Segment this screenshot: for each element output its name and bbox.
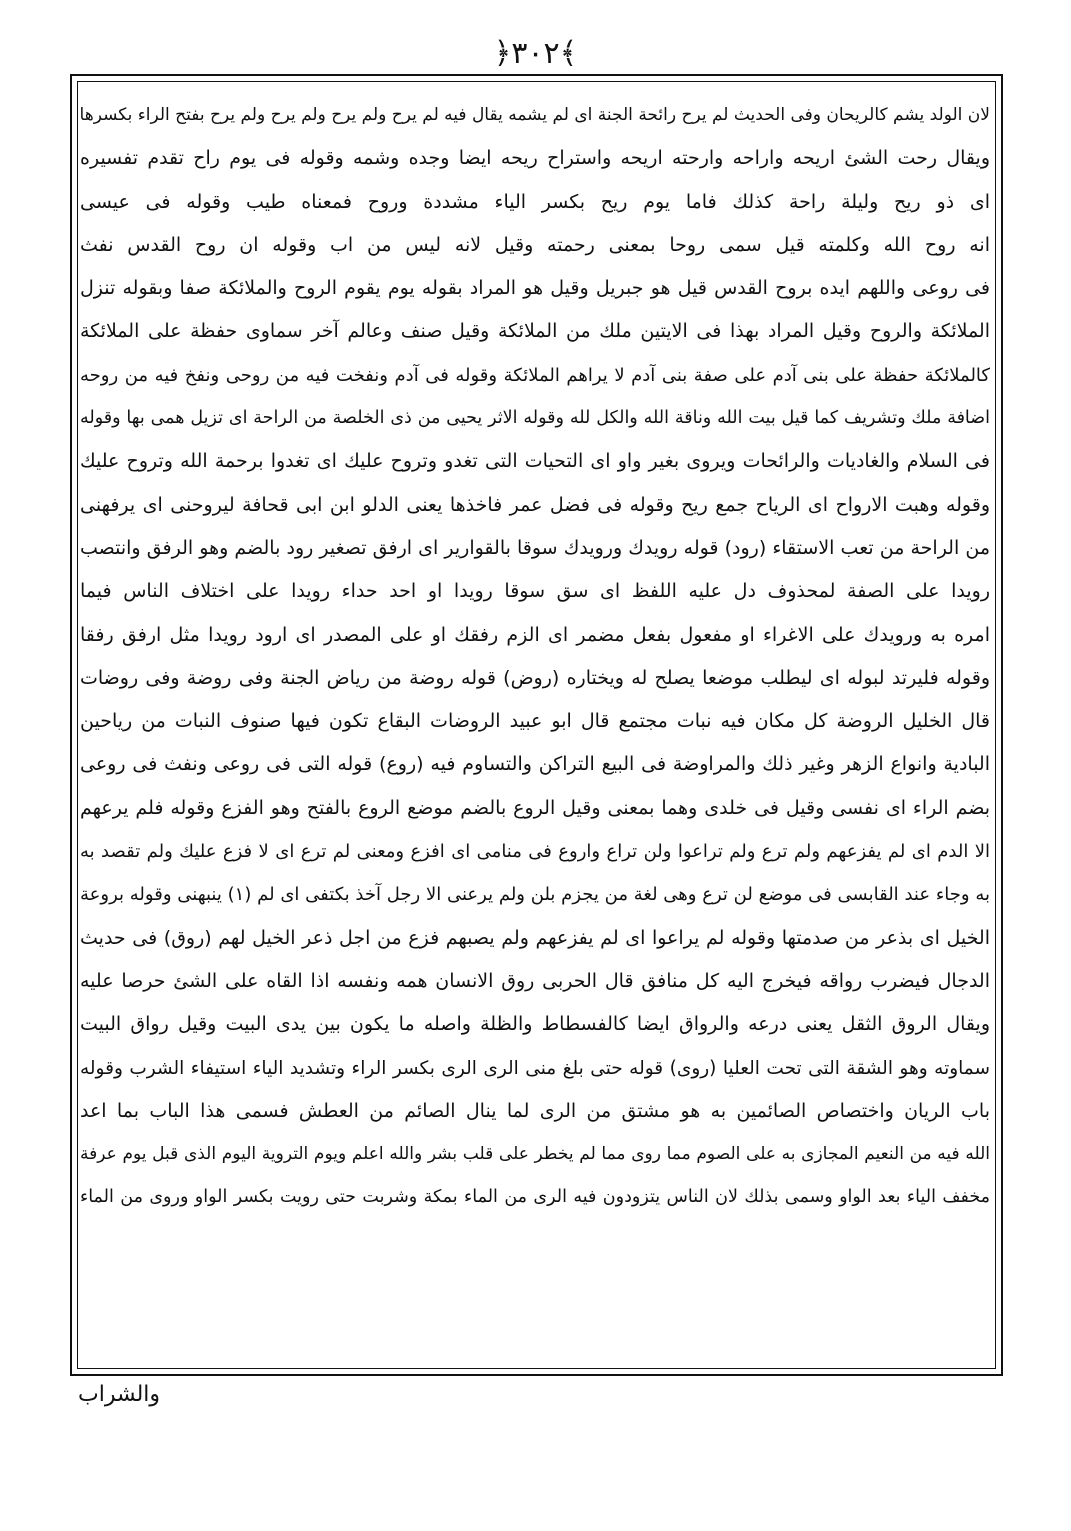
text-line: كالملائكة حفظة على بنى آدم على صفة بنى آدم لا يراهم الملائكة وقوله فى آدم ونفخت فيه من روحى ونفخ فيه من روحه	[80, 364, 990, 386]
text-line: الدجال فيضرب رواقه فيخرج اليه كل منافق قال الحربى روق الانسان همه ونفسه اذا القاه على الشئ حرصا عليه	[80, 969, 990, 992]
text-line: سماوته وهو الشقة التى تحت العليا (روى) قوله حتى بلغ منى الرى الرى بكسر الراء وتشديد الياء استيفاء الشرب وقوله	[80, 1057, 990, 1079]
catchword: والشراب	[78, 1382, 161, 1407]
text-line: بضم الراء اى نفسى وقيل فى خلدى وهما بمعنى وقيل الروع بالضم موضع الروع بالفتح وهو الفزع وقوله فلم يرعهم	[80, 796, 990, 819]
main-text	[80, 94, 990, 1366]
text-line: اضافة ملك وتشريف كما قيل بيت الله وناقة الله والكل لله وقوله الاثر يحيى من ذى الخلصة من الراحة اى تزيل همى بها وقوله	[80, 408, 990, 429]
text-line: الملائكة والروح وقيل المراد بهذا فى الايتين ملك من الملائكة وقيل صنف وعالم آخر سماوى حفظة على الملائكة	[80, 320, 990, 343]
text-line: فى روعى واللهم ايده بروح القدس قيل هو جبريل وقيل هو المراد بقوله يوم يقوم الروح والملائكة صفا وبقوله تنزل	[80, 277, 990, 300]
text-line: فى السلام والغاديات والرائحات ويروى بغير واو اى التحيات التى تغدو وتروح عليك اى تغدوا برحمة الله وتروح عليك	[80, 450, 990, 473]
text-line: الخيل اى بذعر من صدمتها وقوله لم يراعوا اى لم يفزعهم ولم يصبهم فزع من اجل ذعر الخيل لهم (روق) فى حديث	[80, 926, 990, 949]
text-line: مخفف الياء بعد الواو وسمى بذلك لان الناس يتزودون فيه الرى من الماء بمكة وشربت حتى رويت بكسر الواو وروى من الماء	[80, 1187, 990, 1208]
text-line: انه روح الله وكلمته قيل سمى روحا بمعنى رحمته وقيل لانه ليس من اب وقوله ان روح القدس نفث	[80, 233, 990, 256]
text-line: الله فيه من النعيم المجازى به على الصوم مما روى مما لم يخطر على قلب بشر والله اعلم ويوم التروية اليوم الذى قبل يوم عرفة	[80, 1144, 990, 1165]
text-line: وقوله وهبت الارواح اى الرياح جمع ريح وقوله فى فضل عمر فاخذها يعنى الدلو ابن ابى قحافة ليروحنى اى يرفهنى	[80, 493, 990, 516]
text-line: من الراحة من تعب الاستقاء (رود) قوله رويدك ورويدك سوقا بالقوارير اى ارفق تصغير رود بالضم وهو الرفق وانتصب	[80, 536, 990, 559]
text-line: ويقال الروق الثقل يعنى درعه والرواق ايضا كالفسطاط والظلة واصله ما يكون بين يدى البيت وقيل رواق البيت	[80, 1013, 990, 1036]
page-number: ﴿٣٠٢﴾	[493, 36, 578, 71]
text-line: وقوله فليرتد لبوله اى ليطلب موضعا يصلح له ويختاره (روض) قوله روضة من رياض الجنة وفى روضة وفى روضات	[80, 666, 990, 689]
text-line: الا الدم اى لم يفزعهم ولم ترع ولم تراعوا ولن تراع واروع فى منامى اى افزع ومعنى لم ترع اى لا فزع عليك ولم تقصد به	[80, 841, 990, 863]
text-line: به وجاء عند القابسى فى موضع لن ترع وهى لغة من يجزم بلن ولم يرعنى الا رجل آخذ بكتفى اى لم (١) ينبهنى وقوله بروعة	[80, 884, 990, 906]
text-line: امره به ورويدك على الاغراء او مفعول بفعل مضمر اى الزم رفقك او على المصدر اى ارود رويدا مثل ارفق رفقا	[80, 623, 990, 646]
text-line: قال الخليل الروضة كل مكان فيه نبات مجتمع قال ابو عبيد الروضات البقاع تكون فيها صنوف النبات من رياحين	[80, 710, 990, 733]
text-line: البادية وانواع الزهر وغير ذلك والمراوضة فى البيع التراكن والتساوم فيه (روع) قوله التى فى روعى ونفث فى روعى	[80, 753, 990, 776]
text-line: اى ذو ريح وليلة راحة كذلك فاما يوم ريح بكسر الياء مشددة وروح فمعناه طيب وقوله فى عيسى	[80, 190, 990, 213]
text-line: ويقال رحت الشئ اريحه واراحه وارحته اريحه واستراح ريحه ايضا وجده وشمه وقوله فى يوم راح تقدم تفسيره	[80, 147, 990, 170]
text-line: باب الريان واختصاص الصائمين به هو مشتق من الرى لما ينال الصائم من العطش فسمى هذا الباب بما اعد	[80, 1099, 990, 1122]
text-line: لان الولد يشم كالريحان وفى الحديث لم يرح رائحة الجنة اى لم يشمه يقال فيه لم يرح ولم يرح ولم يرح ولم يرح بفتح الراء بكسرها	[80, 105, 990, 125]
text-line: رويدا على الصفة لمحذوف دل عليه اللفظ اى سق سوقا رويدا او احد حداء رويدا على اختلاف الناس فيما	[80, 580, 990, 603]
